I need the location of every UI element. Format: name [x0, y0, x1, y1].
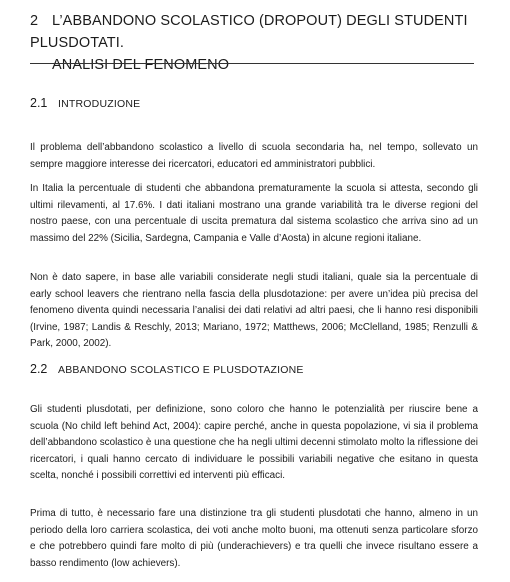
paragraph: Non è dato sapere, in base alle variabili considerate negli studi italiani, quale sia la percentuale di early school leavers che rientrano nella fascia della plusdotazione: per avere un’idea più precisa del fenomeno diventa quindi necessaria l’analisi dei dati relativi ad altri paesi, che li hanno resi disponibili (Irvine, 1987; Landis & Reschly, 2013; Mariano, 1972; Matthews, 2006; McClelland, 1985; Renzulli & Park, 2000, 2002).	[30, 272, 478, 350]
section-heading-plusdotazione	[30, 362, 304, 376]
paragraph: Gli studenti plusdotati, per definizione, sono coloro che hanno le potenzialità per riuscire bene a scuola (No child left behind Act, 2004): capire perché, anche in questa popolazione, vi sia il problema dell’abbandono scolastico è una questione che ha negli ultimi decenni stimolato molto la riflessione dei ricercatori, i quali hanno cercato di individuare le possibili variabili negative che esitano in questa scelta, nonché i possibili correttivi ed interventi più efficaci.	[30, 404, 478, 482]
paragraph: Il problema dell’abbandono scolastico a livello di scuola secondaria ha, nel tempo, sollevato un sempre maggiore interesse dei ricercatori, educatori ed amministratori pubblici.	[30, 142, 478, 170]
chapter-title	[30, 10, 490, 76]
chapter-title-line2: ANALISI DEL FENOMENO	[52, 57, 230, 73]
paragraph: Prima di tutto, è necessario fare una distinzione tra gli studenti plusdotati che hanno, almeno in un periodo della loro carriera scolastica, dei voti anche molto buoni, ma ottenuti senza particolare sforzo e che potrebbero quindi fare molto di più (underachievers) e tra quelli che invece risultano essere a basso rendimento (low achievers).	[30, 508, 478, 569]
chapter-title-rule	[30, 63, 474, 64]
section-number: 2.1	[30, 96, 48, 110]
section-title: ABBANDONO SCOLASTICO E PLUSDOTAZIONE	[58, 364, 304, 376]
chapter-title-line1: L’ABBANDONO SCOLASTICO (DROPOUT) DEGLI STUDENTI PLUSDOTATI.	[30, 13, 468, 51]
section-number: 2.2	[30, 362, 48, 376]
chapter-number: 2	[30, 13, 39, 29]
section-heading-introduzione	[30, 96, 140, 110]
section-title: INTRODUZIONE	[58, 98, 141, 110]
paragraph: In Italia la percentuale di studenti che abbandona prematuramente la scuola si attesta, secondo gli ultimi rilevamenti, al 17.6%. I dati italiani mostrano una grande variabilità tra le diverse regioni del nostro paese, con una percentuale di uscita prematura dal sistema scolastico che arriva sino ad un massimo del 22% (Sicilia, Sardegna, Campania e Valle d’Aosta) in alcune regioni italiane.	[30, 183, 478, 244]
